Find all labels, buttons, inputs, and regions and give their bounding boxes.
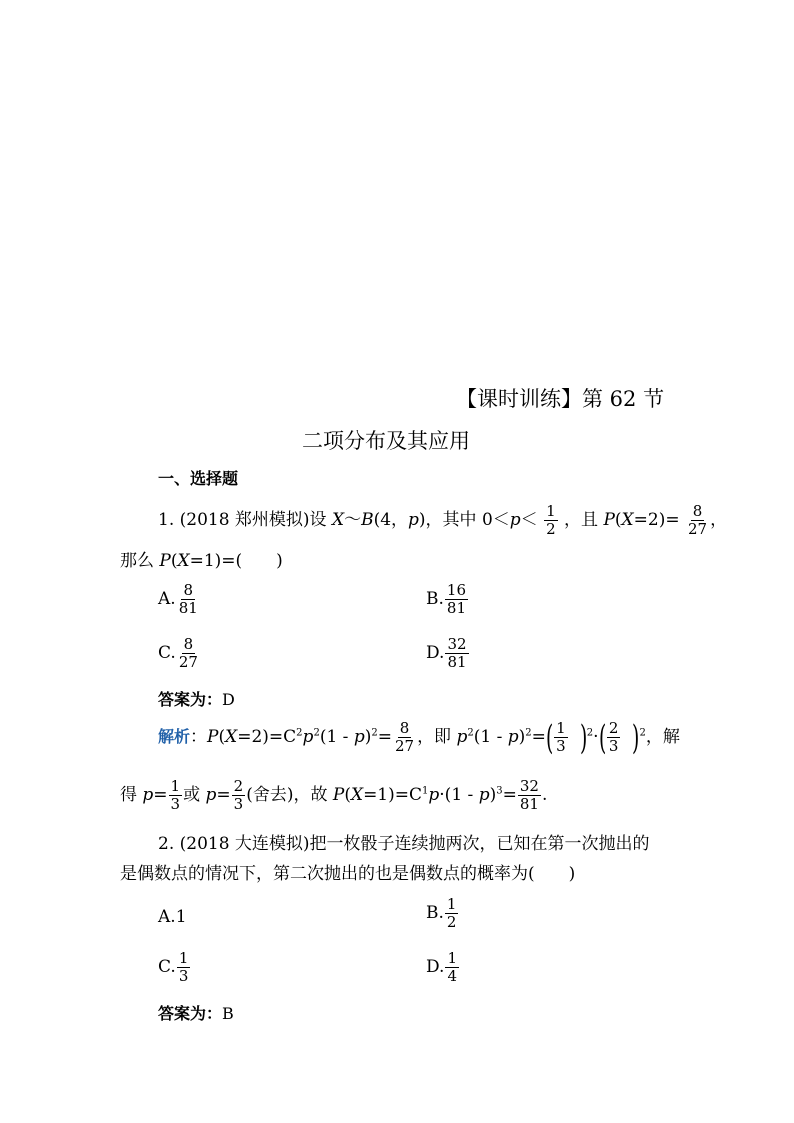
lesson-header: 【课时训练】第 62 节 — [456, 387, 665, 411]
q1-analysis-line2: 得 p= $\frac{1}{3}$ 或 p= $\frac{2}{3}$ (舍去)，故 $P(X=1)=C^1p\cdot(1 - p)^3=$ $\frac{32}{81}$ . — [120, 777, 548, 813]
q1-option-d: D. $\frac{32}{81}$ — [426, 635, 467, 671]
section-title: 一、选择题 — [158, 469, 239, 488]
q2-stem-line1: 2. (2018 大连模拟)把一枚骰子连续抛两次，已知在第一次抛出的 — [158, 834, 650, 854]
q1-stem-line1: 1. (2018 郑州模拟)设 X～B(4，p)，其中 0＜p＜ $\frac{1}{2}$ ，且 P(X=2)= $\frac{8}{27}$ ， — [158, 502, 728, 538]
q2-option-b: B. $\frac{1}{2}$ — [426, 895, 457, 931]
q2-option-c: C. $\frac{1}{3}$ — [158, 949, 189, 985]
q2-option-d: D. $\frac{1}{4}$ — [426, 949, 457, 985]
page-title: 二项分布及其应用 — [302, 429, 470, 453]
fraction: $\frac{8}{27}$ — [687, 502, 708, 538]
q1-option-a: A. $\frac{8}{81}$ — [158, 581, 198, 617]
q2-option-a: A.1 — [158, 907, 187, 927]
q1-stem-line2: 那么 P(X=1)=( ) — [120, 551, 283, 571]
q1-analysis-line1: 解析：$P(X=2)=C^2p^2(1 - p)^2=$ $\frac{8}{27}$ ，即 $p^2(1 - p)^2=$( $\frac{1}{3}$ )$^2$·( $\frac{2}{3}$ )$^2$，解 — [158, 717, 680, 758]
q2-answer: 答案为：B — [158, 1004, 234, 1023]
q1-option-b: B. $\frac{16}{81}$ — [426, 581, 466, 617]
q1-option-c: C. $\frac{8}{27}$ — [158, 635, 198, 671]
q1-answer: 答案为：D — [158, 690, 235, 709]
fraction: $\frac{1}{2}$ — [546, 502, 556, 538]
q2-stem-line2: 是偶数点的情况下，第二次抛出的也是偶数点的概率为( ) — [120, 864, 576, 884]
